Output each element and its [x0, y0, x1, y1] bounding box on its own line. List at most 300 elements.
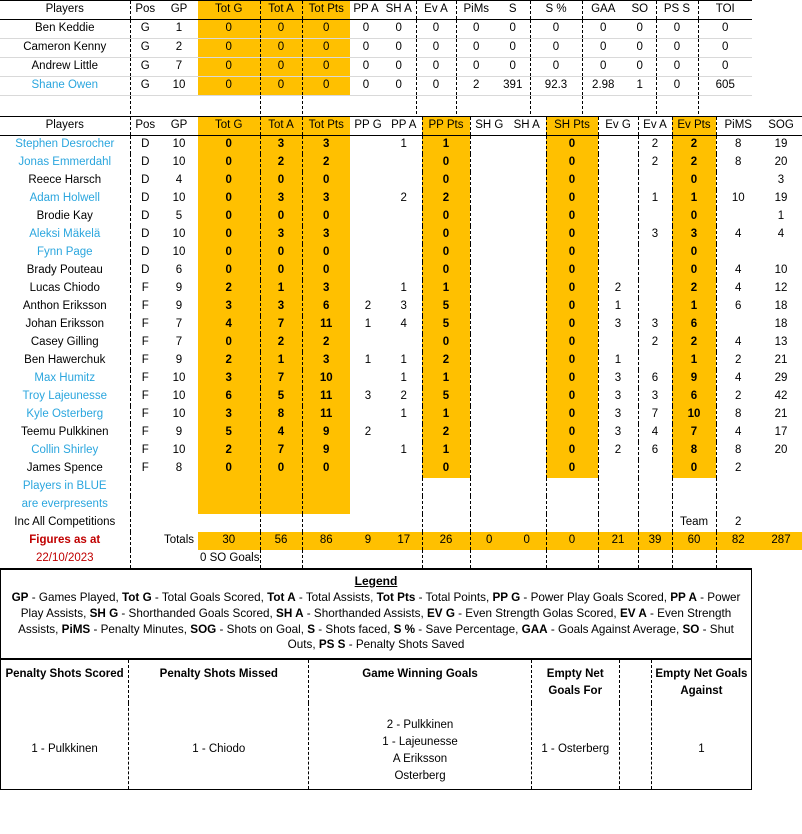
goalie-cell: 391 [496, 77, 530, 96]
skater-cell [350, 460, 386, 478]
skater-cell: 10 [172, 228, 186, 241]
skater-cell: F [130, 316, 160, 334]
skater-cell [716, 208, 760, 226]
legend-abbr: PP G [492, 591, 521, 604]
skaters-table [0, 116, 802, 568]
skater-cell: 1 [672, 190, 716, 208]
skater-cell: 0 [546, 244, 598, 262]
player-name: Anthon Eriksson [22, 300, 107, 313]
col-pims: PiMs [456, 1, 496, 20]
skater-cell [508, 172, 546, 190]
skater-cell [508, 370, 546, 388]
skater-cell: 2 [716, 460, 760, 478]
skater-row [0, 352, 802, 370]
skater-cell: 6 [672, 316, 716, 334]
col-tot-pts: Tot Pts [302, 1, 350, 20]
skater-cell: 5 [175, 210, 183, 223]
skater-cell [508, 316, 546, 334]
skater-cell [470, 388, 508, 406]
skater-cell: 10 [172, 138, 186, 151]
skater-cell [470, 334, 508, 352]
skater-cell: 29 [774, 372, 788, 385]
empty-net-goals-against-value: 1 [651, 703, 751, 790]
special-goals-value-row [1, 703, 752, 790]
skater-cell: 0 [422, 226, 470, 244]
skater-cell: 8 [175, 462, 183, 475]
skaters-body [0, 136, 802, 479]
player-name: Collin Shirley [31, 444, 99, 457]
skater-cell [598, 190, 638, 208]
skater-cell: 3 [598, 406, 638, 424]
legend-abbr: S % [393, 622, 416, 636]
skater-cell: D [130, 208, 160, 226]
skater-cell: 20 [774, 444, 788, 457]
player-name: Jonas Emmerdahl [18, 156, 112, 169]
skater-cell: 42 [774, 390, 788, 403]
skater-cell: 3 [598, 316, 638, 334]
goalie-cell: 0 [624, 58, 656, 77]
goalie-cell: 0 [382, 39, 416, 58]
col-sh-a: SH A [513, 119, 540, 132]
total-tot-pts: 86 [302, 532, 350, 550]
skater-cell [598, 262, 638, 280]
goalie-cell: 0 [350, 39, 382, 58]
legend-desc: - Save Percentage, [415, 622, 522, 636]
skater-cell [350, 190, 386, 208]
player-name: Stephen Desrocher [15, 138, 115, 151]
totals-label: Totals [163, 534, 195, 547]
skater-cell: 0 [302, 208, 350, 226]
skater-cell [638, 298, 672, 316]
skater-cell [508, 388, 546, 406]
skater-cell: 3 [198, 298, 260, 316]
empty-net-goals-against-header: Empty Net Goals Against [651, 660, 751, 703]
legend-abbr: PiMS [61, 622, 91, 636]
skater-row [0, 316, 802, 334]
skater-cell [350, 172, 386, 190]
skater-cell: 4 [638, 424, 672, 442]
goalie-cell: 0 [416, 39, 456, 58]
goalie-cell: 2 [160, 39, 198, 58]
note-row-2 [0, 496, 802, 514]
col-tot-g: Tot G [198, 1, 260, 20]
col-pp-pts: PP Pts [422, 117, 470, 136]
skater-cell: 0 [672, 262, 716, 280]
legend-title: Legend [354, 574, 398, 588]
legend-desc: - Games Played, [28, 591, 123, 604]
skater-cell: 8 [716, 154, 760, 172]
skater-cell [470, 460, 508, 478]
goalie-cell: 0 [582, 58, 624, 77]
skater-cell: 6 [198, 388, 260, 406]
player-name: Brady Pouteau [26, 264, 103, 277]
skater-cell: 0 [422, 244, 470, 262]
skater-cell [508, 208, 546, 226]
total-pp-pts: 26 [422, 532, 470, 550]
skater-cell: 2 [364, 426, 372, 439]
skater-cell: 1 [422, 406, 470, 424]
skater-cell: 4 [716, 424, 760, 442]
skater-cell [350, 244, 386, 262]
goalie-row [0, 39, 752, 58]
player-name: Teemu Pulkkinen [20, 426, 109, 439]
legend-abbr: PP A [670, 591, 697, 604]
skater-row [0, 244, 802, 262]
skater-cell: 0 [198, 136, 260, 155]
skater-row [0, 190, 802, 208]
skater-cell: 1 [400, 282, 407, 295]
skater-cell: F [130, 460, 160, 478]
skater-cell: 9 [672, 370, 716, 388]
skater-cell [470, 226, 508, 244]
skater-cell [508, 262, 546, 280]
skater-cell: 3 [302, 280, 350, 298]
skater-cell [638, 172, 672, 190]
col-pos: Pos [130, 1, 160, 20]
goalie-cell: 0 [656, 77, 698, 96]
col-ps-s: PS S [656, 1, 698, 20]
skater-cell: 3 [638, 316, 672, 334]
skater-cell: D [130, 226, 160, 244]
penalty-shots-missed-value: 1 - Chiodo [129, 703, 309, 790]
skater-cell [470, 280, 508, 298]
skater-cell: 3 [260, 226, 302, 244]
skater-cell [716, 172, 760, 190]
skater-cell: 10 [172, 390, 186, 403]
skater-cell: 0 [546, 460, 598, 478]
goalie-cell: 0 [456, 39, 496, 58]
skater-cell [350, 334, 386, 352]
skater-cell: 7 [175, 336, 183, 349]
skater-cell: 10 [172, 156, 186, 169]
goalie-cell: 0 [416, 77, 456, 96]
skater-cell [350, 406, 386, 424]
skater-cell: 3 [598, 424, 638, 442]
skater-cell: D [130, 190, 160, 208]
skater-row [0, 172, 802, 190]
skater-cell: 1 [364, 318, 372, 331]
col-sog: SOG [768, 119, 794, 132]
legend-desc: - Even Strength Golas Scored, [454, 606, 620, 620]
skater-cell [386, 460, 422, 478]
gwg-entry: 2 - Pulkkinen [386, 718, 454, 731]
skater-cell [508, 280, 546, 298]
skater-cell [760, 460, 802, 478]
skater-cell: 1 [598, 298, 638, 316]
skater-cell: 0 [260, 172, 302, 190]
skater-cell: 6 [638, 370, 672, 388]
skater-cell [470, 424, 508, 442]
skater-cell: 3 [302, 226, 350, 244]
skater-cell: 2 [716, 388, 760, 406]
skater-cell: 1 [638, 190, 672, 208]
figures-date: 22/10/2023 [35, 552, 94, 565]
skater-cell: 21 [774, 408, 788, 421]
empty-net-goals-for-header: Empty Net Goals For [531, 660, 619, 703]
skater-cell: 9 [175, 426, 183, 439]
skater-cell [386, 226, 422, 244]
skater-cell: 18 [774, 300, 788, 313]
skater-cell: 0 [198, 172, 260, 190]
goalie-cell: 0 [302, 77, 350, 96]
skater-cell: 8 [716, 136, 760, 155]
skater-cell [716, 244, 760, 262]
skater-cell: 3 [260, 298, 302, 316]
penalty-shots-scored-value: 1 - Pulkkinen [31, 742, 98, 755]
goalie-cell: 0 [302, 39, 350, 58]
total-sh-pts: 0 [546, 532, 598, 550]
skater-cell: 1 [777, 210, 785, 223]
skater-cell: 9 [302, 442, 350, 460]
skater-cell: 0 [260, 208, 302, 226]
penalty-shots-scored-header: Penalty Shots Scored [5, 668, 124, 681]
legend-abbr: SO [682, 622, 700, 636]
note-blue-line1: Players in BLUE [22, 480, 107, 493]
col-s: S [508, 3, 517, 16]
skater-cell: 0 [198, 244, 260, 262]
goalie-cell: 0 [656, 39, 698, 58]
goalie-cell: 0 [350, 77, 382, 96]
skater-cell [508, 190, 546, 208]
skater-cell [638, 352, 672, 370]
skater-cell: 0 [546, 406, 598, 424]
skater-cell: 2 [302, 334, 350, 352]
skater-row [0, 406, 802, 424]
skater-cell [508, 406, 546, 424]
legend-abbr: SH G [89, 606, 119, 620]
skater-cell: F [130, 442, 160, 460]
skater-cell: 0 [546, 172, 598, 190]
game-winning-goals-value [309, 703, 531, 790]
skater-cell: 1 [422, 370, 470, 388]
spacer-row [0, 96, 752, 115]
skater-cell: 2 [198, 280, 260, 298]
goalie-cell: 0 [496, 39, 530, 58]
legend-box [0, 568, 752, 659]
skater-cell [598, 154, 638, 172]
goalie-cell: 0 [530, 20, 582, 39]
skater-cell: 2 [672, 136, 716, 155]
legend-desc: - Penalty Minutes, [90, 622, 191, 636]
skater-cell: 10 [172, 444, 186, 457]
skater-cell: 0 [546, 316, 598, 334]
skater-cell: 7 [260, 316, 302, 334]
skater-cell [350, 226, 386, 244]
goalie-cell: 0 [260, 39, 302, 58]
goalies-header-row [0, 1, 752, 20]
skater-cell: 10 [172, 408, 186, 421]
skater-cell: F [130, 352, 160, 370]
skater-cell [508, 424, 546, 442]
col-tot-g: Tot G [198, 117, 260, 136]
skater-cell: 0 [260, 460, 302, 478]
skater-cell: 4 [716, 334, 760, 352]
skater-cell: 0 [422, 334, 470, 352]
goalie-row [0, 58, 752, 77]
skater-cell: 1 [422, 442, 470, 460]
goalie-cell: 0 [456, 20, 496, 39]
special-goals-table [0, 659, 752, 789]
col-tot-a: Tot A [260, 117, 302, 136]
skater-cell: 3 [260, 136, 302, 155]
goalie-cell: 0 [260, 58, 302, 77]
col-ev-a: Ev A [416, 1, 456, 20]
goalie-cell: G [130, 77, 160, 96]
legend-abbr: Tot A [267, 591, 296, 604]
goalie-cell: 0 [456, 58, 496, 77]
col-sh-g: SH G [470, 117, 508, 136]
player-name: Lucas Chiodo [29, 282, 100, 295]
skater-cell: F [130, 334, 160, 352]
col-tot-pts: Tot Pts [302, 117, 350, 136]
skater-cell [598, 136, 638, 155]
skater-cell: 2 [638, 136, 672, 155]
skater-cell: 7 [672, 424, 716, 442]
skater-cell [598, 208, 638, 226]
skater-row [0, 262, 802, 280]
player-name: James Spence [26, 462, 103, 475]
goalie-cell: 0 [656, 20, 698, 39]
skater-cell [508, 442, 546, 460]
player-name: Cameron Kenny [0, 39, 130, 58]
player-name: Aleksi Mäkelä [29, 228, 101, 241]
skater-row [0, 298, 802, 316]
skater-cell: 5 [198, 424, 260, 442]
skater-cell: 11 [302, 316, 350, 334]
skater-cell: 0 [546, 352, 598, 370]
goalie-cell: 2 [456, 77, 496, 96]
total-tot-a: 56 [260, 532, 302, 550]
skater-cell: 10 [672, 406, 716, 424]
legend-desc: - Goals Against Average, [547, 622, 683, 636]
skater-cell: 0 [422, 154, 470, 172]
legend-text [7, 590, 745, 653]
goalie-cell: 0 [624, 39, 656, 58]
skater-cell [470, 262, 508, 280]
skater-row [0, 460, 802, 478]
skater-cell: 0 [422, 460, 470, 478]
skater-cell: 4 [716, 370, 760, 388]
skater-cell [470, 442, 508, 460]
skater-cell [386, 154, 422, 172]
legend-desc: - Power Play Goals Scored, [520, 591, 671, 604]
skater-cell [508, 226, 546, 244]
skater-cell: D [130, 154, 160, 172]
skater-cell: 21 [774, 354, 788, 367]
skater-cell: 2 [672, 154, 716, 172]
skater-cell [508, 298, 546, 316]
skater-cell: 2 [198, 352, 260, 370]
note-row-1 [0, 478, 802, 496]
skater-cell: D [130, 172, 160, 190]
player-name: Troy Lajeunesse [22, 390, 108, 403]
skater-row [0, 334, 802, 352]
skater-cell: 3 [672, 226, 716, 244]
goalie-cell: 0 [530, 58, 582, 77]
skater-cell [638, 262, 672, 280]
team-label: Team [672, 514, 716, 532]
total-sh-a: 0 [508, 532, 546, 550]
col-players: Players [45, 3, 84, 16]
skater-cell: 0 [198, 262, 260, 280]
skater-cell: 0 [546, 370, 598, 388]
goalie-cell: 0 [698, 58, 752, 77]
skater-cell: 1 [400, 354, 407, 367]
skater-cell [350, 442, 386, 460]
skater-cell: 13 [774, 336, 788, 349]
skater-cell: 0 [546, 208, 598, 226]
skater-cell [598, 334, 638, 352]
skater-row [0, 208, 802, 226]
goalie-cell: 0 [198, 58, 260, 77]
skater-cell [598, 244, 638, 262]
player-name: Adam Holwell [29, 192, 100, 205]
skater-cell: 0 [546, 154, 598, 172]
goalie-cell: 0 [302, 58, 350, 77]
skater-cell [716, 316, 760, 334]
goalie-cell: 7 [160, 58, 198, 77]
goalie-cell: 0 [530, 39, 582, 58]
penalty-shots-missed-header: Penalty Shots Missed [129, 660, 309, 703]
skater-cell [386, 262, 422, 280]
skater-cell [598, 226, 638, 244]
notes-and-totals [0, 478, 802, 568]
skater-row [0, 388, 802, 406]
total-pp-a: 17 [386, 532, 422, 550]
skater-cell: 0 [302, 244, 350, 262]
skater-cell: 3 [302, 136, 350, 155]
skater-cell: 0 [672, 244, 716, 262]
skater-cell: 0 [198, 334, 260, 352]
skater-row [0, 226, 802, 244]
skater-cell: 3 [198, 370, 260, 388]
legend-abbr: EV G [426, 606, 455, 620]
skater-cell: 0 [198, 190, 260, 208]
skater-cell: 11 [302, 388, 350, 406]
skater-cell [638, 244, 672, 262]
skater-cell: F [130, 424, 160, 442]
skater-cell: 17 [774, 426, 788, 439]
goalie-cell: 0 [382, 58, 416, 77]
skater-cell: 1 [260, 352, 302, 370]
skater-cell [470, 352, 508, 370]
player-name: Andrew Little [0, 58, 130, 77]
skater-cell: 0 [546, 136, 598, 155]
skater-cell: 5 [422, 298, 470, 316]
player-name: Johan Eriksson [25, 318, 105, 331]
skater-cell: 2 [716, 352, 760, 370]
skater-cell [638, 208, 672, 226]
goalie-cell: G [130, 39, 160, 58]
col-s-pct: S % [530, 1, 582, 20]
skater-row [0, 154, 802, 172]
skater-cell [350, 208, 386, 226]
legend-desc: - Even Strength Assists, [18, 606, 732, 636]
skater-cell: D [130, 244, 160, 262]
skater-cell: 3 [364, 390, 372, 403]
total-ev-pts: 60 [672, 532, 716, 550]
goalie-row [0, 20, 752, 39]
skater-cell: 6 [638, 442, 672, 460]
game-winning-goals-header: Game Winning Goals [309, 660, 531, 703]
player-name: Ben Hawerchuk [24, 354, 106, 367]
skater-cell: 0 [546, 298, 598, 316]
col-pp-g: PP G [354, 119, 382, 132]
col-tot-a: Tot A [260, 1, 302, 20]
skater-cell: 10 [302, 370, 350, 388]
col-ev-pts: Ev Pts [672, 117, 716, 136]
skater-cell: 8 [716, 406, 760, 424]
